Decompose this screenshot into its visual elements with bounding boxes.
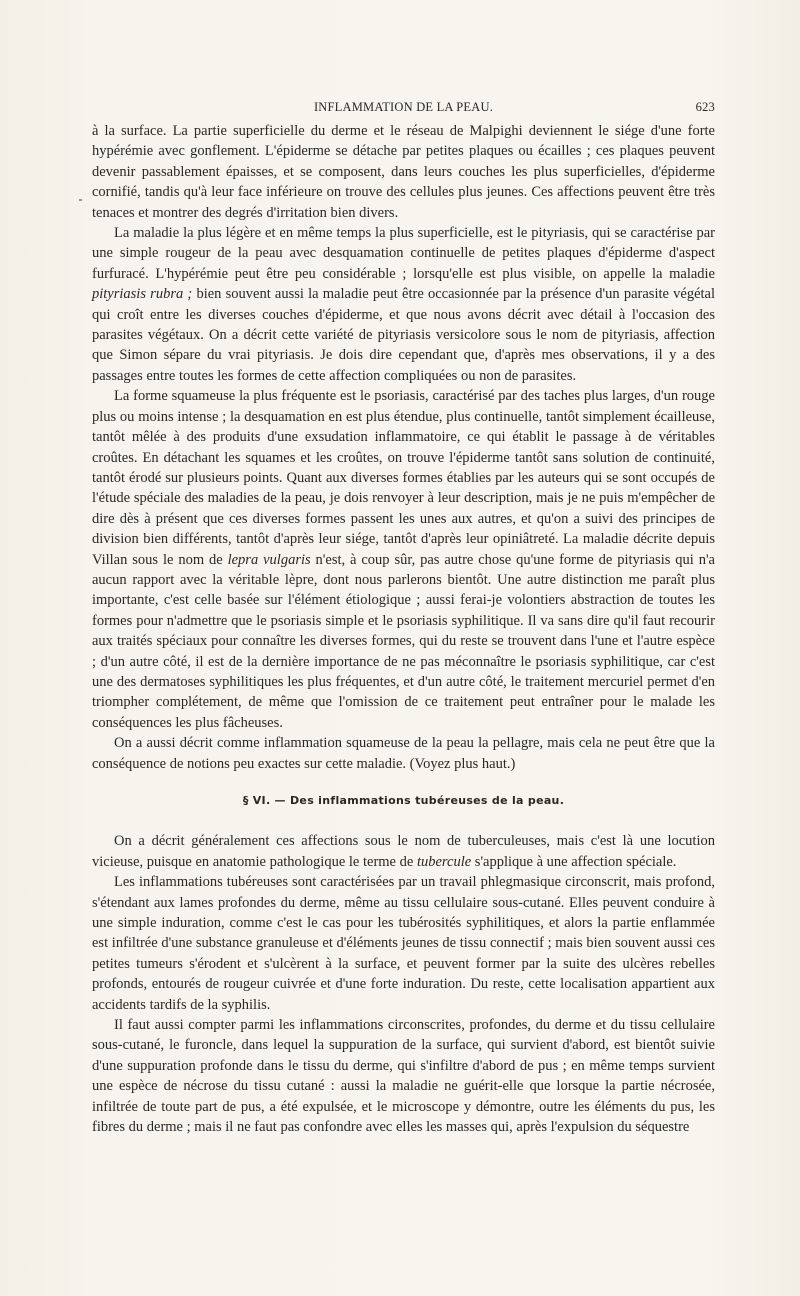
paragraph-4: On a aussi décrit comme inflammation squameuse de la peau la pellagre, mais cela ne peut être que la conséquence de notions peu exactes sur cette maladie. (Voyez plus haut.) xyxy=(92,735,715,772)
running-title: INFLAMMATION DE LA PEAU. xyxy=(313,100,494,114)
section-title: Des inflammations tubéreuses de la peau. xyxy=(290,794,565,807)
italic-term: lepra vulgaris xyxy=(227,551,311,568)
body-text xyxy=(92,121,715,1138)
paragraph-6: Les inflammations tubéreuses sont caractérisées par un travail phlegmasique circonscrit, mais profond, s'étendant aux lames profondes du derme, même au tissu cellulaire sous-cutané. Elles peuvent conduire à une simple induration, comme c'est le cas pour les tubérosités syphilitiques, et alors la partie enflammée est infiltrée d'une substance granuleuse et d'éléments jeunes de tissu connectif ; mais bien souvent aussi ces petites tumeurs s'érodent et s'ulcèrent à la surface, et peuvent former par la suite des ulcères rebelles profonds, entourés de rougeur cuivrée et d'une forte induration. Du reste, cette localisation appartient aux accidents tardifs de la syphilis. xyxy=(92,874,715,1013)
paragraph-2: La maladie la plus légère et en même temps la plus superficielle, est le pityriasis, qui se caractérise par une simple rougeur de la peau avec desquamation continuelle de petites plaques d'épiderme d'aspect furfuracé. L'hypérémie peut être peu considérable ; lorsqu'elle est plus visible, on appelle la maladie pityriasis rubra ; bien souvent aussi la maladie peut être occasionnée par la présence d'un parasite végétal qui croît entre les diverses couches d'épiderme, et que nous avons décrit avec détail à l'occasion des parasites végétaux. On a décrit cette variété de pityriasis versicolore sous le nom de pityriasis, affection que Simon sépare du vrai pityriasis. Je dois dire cependant que, d'après mes observations, il y a des passages entre toutes les formes de cette affection compliquées ou non de parasites. xyxy=(92,225,716,384)
page-header xyxy=(92,100,715,120)
paragraph-7: Il faut aussi compter parmi les inflammations circonscrites, profondes, du derme et du tissu cellulaire sous-cutané, le furoncle, dans lequel la suppuration de la surface, qui survient d'abord, est bientôt suivie d'une suppuration profonde dans le tissu du derme, qui s'infiltre d'abord de pus ; en même temps survient une espèce de nécrose du tissu cutané : aussi la maladie ne guérit-elle que lorsque la partie nécrosée, infiltrée de toute part de pus, a été expulsée, et le microscope y démontre, outre les éléments du pus, les fibres du derme ; mais il ne faut pas confondre avec elles les masses qui, après l'expulsion du séquestre xyxy=(92,1017,715,1136)
page-number: 623 xyxy=(695,100,715,114)
paragraph-3: La forme squameuse la plus fréquente est le psoriasis, caractérisé par des taches plus larges, d'un rouge plus ou moins intense ; la desquamation en est plus étendue, plus continuelle, tantôt simplement écailleuse, tantôt mêlée à des produits d'une exsudation inflammatoire, ce qui établit le passage à de véritables croûtes. En détachant les squames et les croûtes, on trouve l'épiderme tantôt sans solution de continuité, tantôt érodé sur plusieurs points. Quant aux diverses formes établies par les auteurs qui se sont occupés de l'étude spéciale des maladies de la peau, je dois renvoyer à leur description, mais je ne puis m'empêcher de dire dès à présent que ces diverses formes passent les unes aux autres, et qu'on a suivi des principes de division bien différents, tantôt d'après leur siége, tantôt d'après leur opiniâtreté. La maladie décrite depuis Villan sous le nom de lepra vulgaris n'est, à coup sûr, pas autre chose qu'une forme de pityriasis qui n'a aucun rapport avec la véritable lèpre, dont nous parlerons bientôt. Une autre distinction me paraît plus importante, c'est celle basée sur l'élément étiologique ; aussi ferai-je volontiers abstraction de toutes les formes pour n'admettre que le psoriasis simple et le psoriasis syphilitique. Il va sans dire qu'il faut recourir aux traités spéciaux pour connaître les diverses formes, qui du reste se trouvent dans l'une et l'autre espèce ; d'un autre côté, il est de la dernière importance de ne pas méconnaître le psoriasis syphilitique, car c'est une des dermatoses syphilitiques les plus fréquentes, et d'un autre côté, le traitement mercuriel permet d'en triompher complétement, de même que l'omission de ce traitement peut entraîner pour le malade les conséquences les plus fâcheuses. xyxy=(92,388,715,731)
margin-mark xyxy=(79,199,82,201)
paragraph-5: On a décrit généralement ces affections sous le nom de tuberculeuses, mais c'est là une locution vicieuse, puisque en anatomie pathologique le terme de tubercule s'applique à une affection spéciale. xyxy=(92,833,715,870)
paragraph-1: à la surface. La partie superficielle du derme et le réseau de Malpighi deviennent le siége d'une forte hypérémie avec gonflement. L'épiderme se détache par petites plaques ou écailles ; ces plaques peuvent devenir passablement épaisses, et se composent, dans leurs couches les plus superficielles, d'épiderme cornifié, tandis qu'à leur face inférieure on trouve des cellules plus jeunes. Ces affections peuvent être très tenaces et montrer des degrés d'irritation bien divers. xyxy=(92,123,715,221)
section-label: § VI. — xyxy=(242,794,286,807)
italic-term: pityriasis rubra ; xyxy=(92,286,193,303)
section-heading xyxy=(92,791,715,811)
italic-term: tubercule xyxy=(416,853,472,870)
